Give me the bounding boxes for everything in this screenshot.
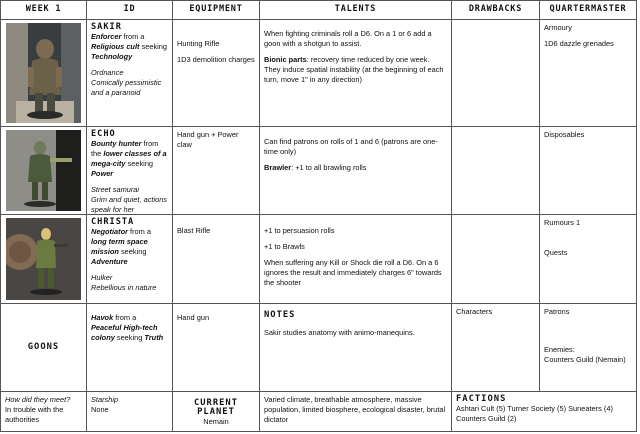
starship-label: Starship (91, 395, 119, 404)
crew-name: CHRISTA (91, 217, 135, 227)
crew-goal: Power (91, 169, 114, 179)
talents-cell-echo (260, 127, 452, 215)
meet-cell (0, 392, 87, 432)
talent-text: +1 to persuasion rolls (264, 226, 335, 235)
crew-note: Hulker (91, 273, 113, 283)
goon-seeking-text: seeking (114, 332, 145, 342)
portrait-sakir (6, 23, 81, 123)
quartermaster-cell-rumours (540, 215, 637, 304)
portrait-cell-christa (0, 215, 87, 304)
talents-cell-sakir (260, 20, 452, 127)
miniature-figure-image (6, 23, 81, 123)
goon-goal: Truth (144, 332, 164, 342)
talent-name: Bionic parts (264, 54, 307, 64)
header-week: WEEK 1 (0, 0, 87, 20)
factions-text: Ashtari Cult (5) Turner Society (5) Suneaters (4) Counters Guild (2) (456, 404, 613, 424)
header-id: ID (87, 0, 173, 20)
header-talents: TALENTS (260, 0, 452, 20)
portrait-christa (6, 218, 81, 300)
talent-text: : recovery time reduced by one week. They induce spatial instability (at the beginning of each turn, move 1" in any direction) (264, 54, 444, 84)
talent-text: +1 to Brawls (264, 241, 305, 251)
goon-from-text: from a (113, 313, 137, 322)
drawbacks-cell-goons (452, 304, 540, 392)
notes-text: Sakir studies anatomy with animo-manequins. (264, 328, 415, 338)
crew-note: Comically pessimistic and a paranoid (91, 78, 162, 98)
crew-from-text: from a (121, 32, 145, 42)
talent-text: When suffering any Kill or Shock die roll a D6. On a 6 ignores the result and immediately charges 6" towards the shooter (264, 257, 442, 287)
quartermaster-cell-patrons (540, 304, 637, 392)
portrait-cell-sakir (0, 20, 87, 127)
goons-label-cell (0, 304, 87, 392)
quartermaster-item: Quests (544, 247, 568, 257)
quartermaster-item: Disposables (544, 130, 585, 139)
crew-goal: Adventure (91, 257, 128, 267)
id-cell-goons (87, 304, 173, 392)
planet-description: Varied climate, breathable atmosphere, massive population, limited biosphere, ecological disaster, brutal dictator (264, 395, 446, 424)
goons-label: GOONS (27, 341, 60, 352)
meet-question: How did they meet? (5, 395, 71, 404)
planet-cell (173, 392, 260, 432)
crew-note: Street samurai (91, 185, 140, 195)
equipment-item: Hand gun + Power claw (177, 130, 239, 149)
starship-cell (87, 392, 173, 432)
miniature-figure-image (6, 130, 81, 211)
equipment-cell-goons (173, 304, 260, 392)
planet-label: CURRENT PLANET (193, 398, 239, 418)
equipment-item: Hand gun (177, 313, 210, 322)
planet-value: Nemain (203, 417, 229, 427)
crew-seeking-text: seeking (118, 247, 147, 257)
id-cell-echo (87, 127, 173, 215)
equipment-cell-echo (173, 127, 260, 215)
portrait-echo (6, 130, 81, 211)
header-quartermaster: QUARTERMASTER (540, 0, 637, 20)
header-equipment: EQUIPMENT (173, 0, 260, 20)
talent-text: Can find patrons on rolls of 1 and 6 (patrons are one-time only) (264, 137, 438, 156)
quartermaster-cell-armoury (540, 20, 637, 127)
drawbacks-cell-echo (452, 127, 540, 215)
drawbacks-cell-sakir (452, 20, 540, 127)
crew-origin: Religious cult (91, 42, 140, 52)
meet-answer: In trouble with the authorities (5, 404, 64, 424)
quartermaster-item: Counters Guild (Nemain) (544, 354, 626, 364)
crew-seeking-text: seeking (125, 159, 154, 169)
equipment-cell-christa (173, 215, 260, 304)
drawbacks-item: Characters (456, 307, 493, 316)
talents-cell-christa (260, 215, 452, 304)
crew-name: ECHO (91, 129, 116, 139)
drawbacks-cell-christa (452, 215, 540, 304)
talent-text: : +1 to all brawling rolls (291, 162, 367, 172)
quartermaster-item: Rumours 1 (544, 218, 581, 227)
crew-from-text: from the (91, 139, 159, 159)
factions-cell (452, 392, 637, 432)
equipment-item: Hunting Rifle (177, 39, 220, 48)
factions-label: FACTIONS (456, 394, 507, 404)
equipment-cell-sakir (173, 20, 260, 127)
crew-role: Enforcer (91, 32, 122, 42)
notes-cell (260, 304, 452, 392)
goon-role: Havok (91, 313, 114, 322)
talent-name: Brawler (264, 162, 292, 172)
crew-seeking-text: seeking (139, 42, 167, 52)
quartermaster-item: Patrons (544, 307, 570, 316)
id-cell-sakir (87, 20, 173, 127)
talent-text: When fighting criminals roll a D6. On a 1 or 6 add a goon with a shotgun to assist. (264, 29, 432, 48)
crew-role: Negotiator (91, 227, 128, 237)
header-drawbacks: DRAWBACKS (452, 0, 540, 20)
id-cell-christa (87, 215, 173, 304)
miniature-figure-image (6, 218, 81, 300)
planet-description-cell (260, 392, 452, 432)
crew-note: Ordnance (91, 68, 124, 78)
quartermaster-item: 1D6 dazzle grenades (544, 38, 614, 48)
goon-origin: Peaceful High-tech colony (91, 322, 158, 342)
quartermaster-item: Enemies: (544, 344, 575, 354)
equipment-item: 1D3 demolition charges (177, 54, 255, 64)
crew-goal: Technology (91, 52, 133, 62)
quartermaster-cell-disposables (540, 127, 637, 215)
crew-origin: long term space mission (91, 237, 148, 257)
notes-title: NOTES (264, 310, 296, 320)
equipment-item: Blast Rifle (177, 226, 211, 235)
crew-name: SAKIR (91, 22, 122, 32)
quartermaster-item: Armoury (544, 23, 572, 32)
crew-from-text: from a (127, 227, 151, 237)
crew-origin: lower classes of a mega-city (91, 149, 167, 169)
crew-role: Bounty hunter (91, 139, 142, 149)
crew-note: Grim and quiet, actions speak for her (91, 195, 167, 215)
crew-note: Rebellious in nature (91, 283, 157, 293)
portrait-cell-echo (0, 127, 87, 215)
starship-value: None (91, 404, 109, 414)
